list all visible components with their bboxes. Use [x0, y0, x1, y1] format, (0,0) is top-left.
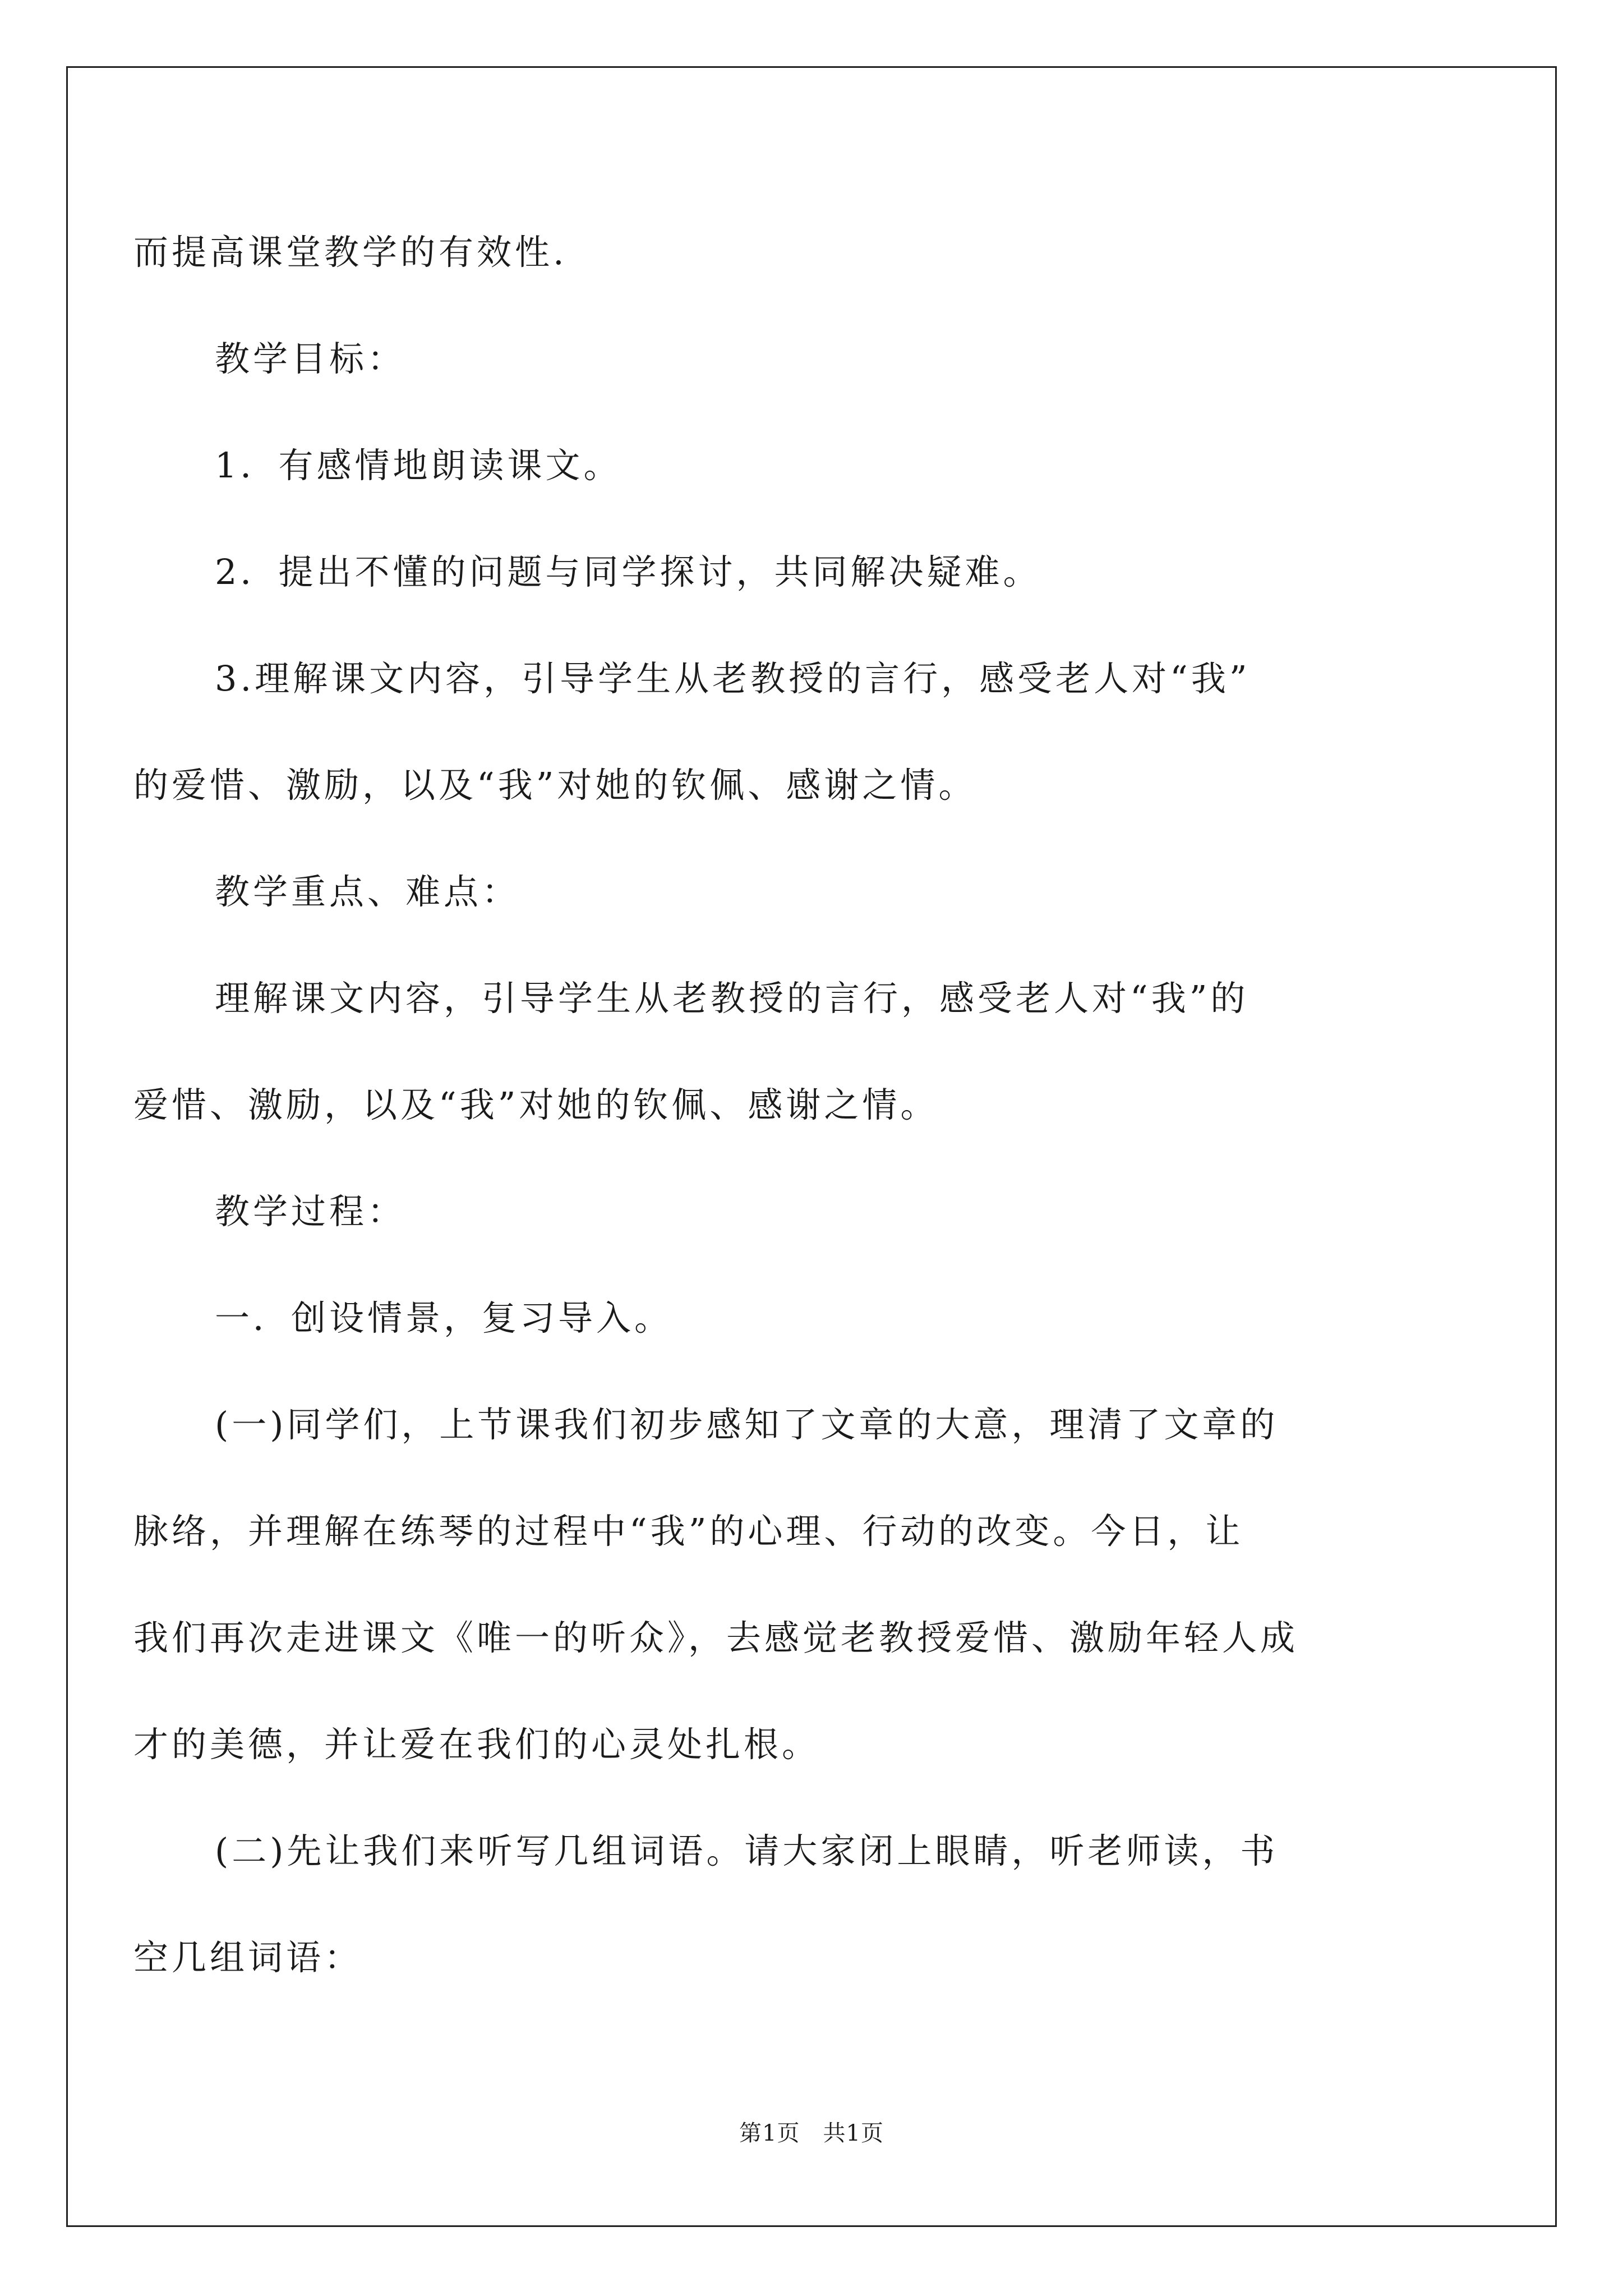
section-heading-objectives: 教学目标：: [215, 338, 406, 379]
text-line: 才的美德，并让爱在我们的心灵处扎根。: [133, 1724, 820, 1765]
list-item: 1．有感情地朗读课文。: [215, 445, 622, 486]
section-heading-key-points: 教学重点、难点：: [215, 871, 520, 912]
text-line: (二)先让我们来听写几组词语。请大家闭上眼睛，听老师读，书: [215, 1830, 1279, 1871]
list-item: 3.理解课文内容，引导学生从老教授的言行，感受老人对“我”: [215, 658, 1251, 699]
text-line: 而提高课堂教学的有效性.: [133, 232, 568, 273]
text-line: 空几组词语：: [133, 1937, 363, 1978]
text-line: 爱惜、激励，以及“我”对她的钦佩、感谢之情。: [133, 1084, 939, 1125]
text-line: 理解课文内容，引导学生从老教授的言行，感受老人对“我”的: [215, 978, 1249, 1019]
text-line: 的爱惜、激励，以及“我”对她的钦佩、感谢之情。: [133, 765, 977, 806]
text-line: 脉络，并理解在练琴的过程中“我”的心理、行动的改变。今日，让: [133, 1511, 1244, 1552]
page-border: [66, 66, 1557, 2227]
list-item: 2．提出不懂的问题与同学探讨，共同解决疑难。: [215, 551, 1041, 592]
subsection-heading: 一．创设情景，复习导入。: [215, 1297, 673, 1338]
text-line: 我们再次走进课文《唯一的听众》，去感觉老教授爱惜、激励年轻人成: [133, 1617, 1299, 1658]
text-line: (一)同学们，上节课我们初步感知了文章的大意，理清了文章的: [215, 1404, 1279, 1445]
page-number-footer: 第1页 共1页: [739, 2120, 884, 2146]
section-heading-process: 教学过程：: [215, 1191, 406, 1232]
